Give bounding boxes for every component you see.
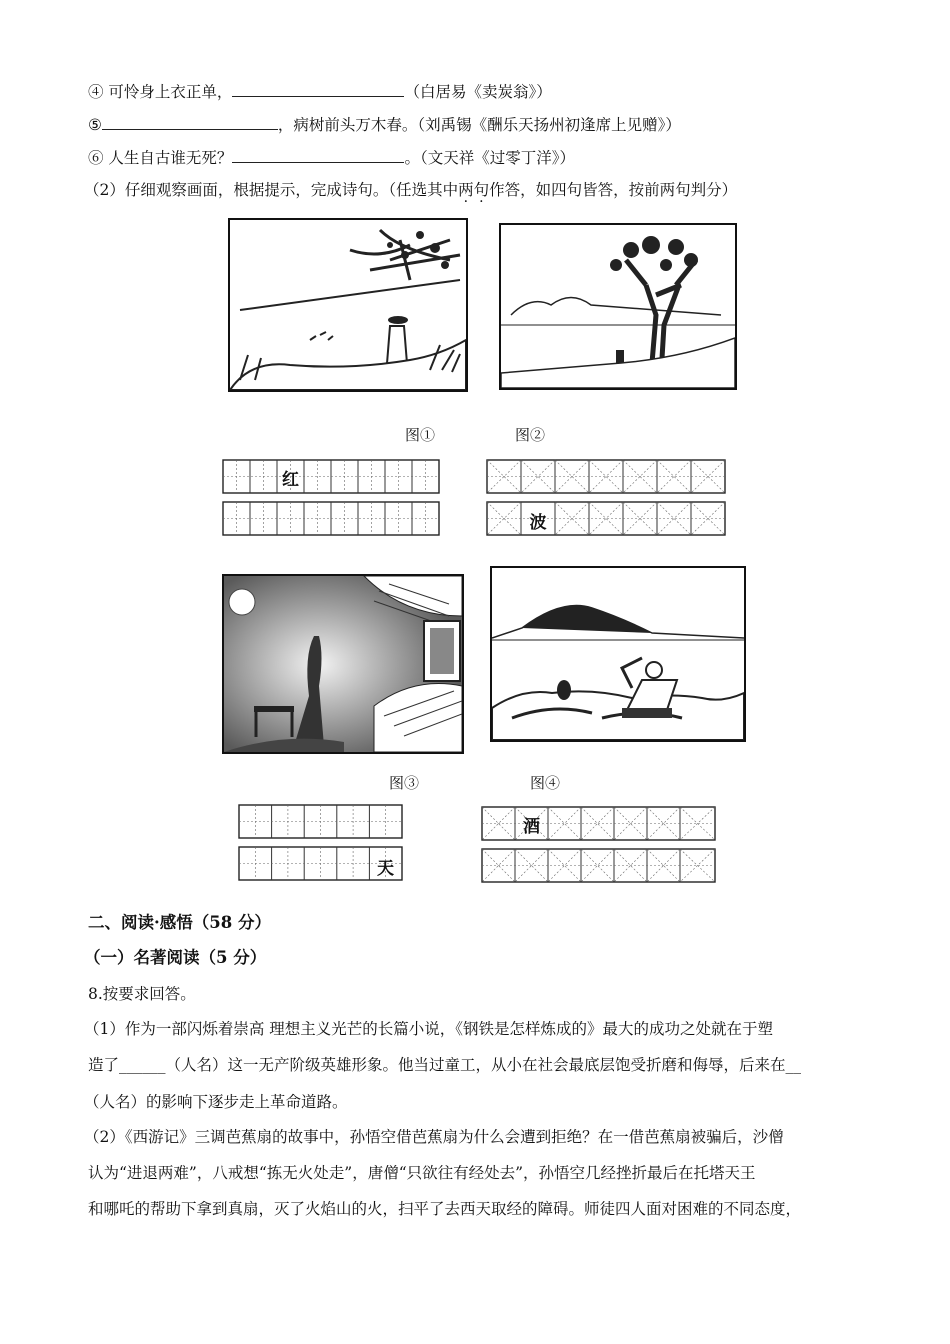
writing-grid-3[interactable]	[238, 804, 403, 882]
answer-blank[interactable]	[232, 82, 404, 97]
writing-grid-2[interactable]	[486, 459, 726, 537]
q8-part1-line2: 造了______（人名）这一无产阶级英雄形象。他当过童工，从小在社会最底层饱受折磨和侮辱，后来在__	[88, 1056, 802, 1074]
poem-line-5-number: ⑤	[88, 116, 102, 134]
q8-part2-line2: 认为“进退两难”，八戒想“拣无火处走”，唐僧“只欲往有经处去”，孙悟空几经挫折最后在托塔天王	[88, 1164, 756, 1182]
emphasis-char: 两	[458, 181, 474, 199]
writing-grid-4[interactable]	[481, 806, 716, 884]
figure-2-image	[499, 223, 737, 390]
poem-line-4	[88, 82, 552, 102]
subsection-title: （一）名著阅读（5 分）	[84, 948, 267, 967]
grid-2-hint-char: 波	[529, 513, 547, 533]
writing-grid-1[interactable]	[222, 459, 440, 537]
q8-part2-line3: 和哪吒的帮助下拿到真扇，灭了火焰山的火，扫平了去西天取经的障碍。师徒四人面对困难的不同态度，	[88, 1200, 802, 1218]
poem-line-5	[88, 115, 681, 135]
q8-part1-line3: （人名）的影响下逐步走上革命道路。	[84, 1093, 348, 1111]
emphasis-char: 句	[473, 181, 490, 199]
section-title: 二、阅读·感悟（58 分）	[88, 913, 271, 932]
answer-blank[interactable]	[102, 115, 278, 130]
poem-line-5-text: ，病树前头万木春。（刘禹锡《酬乐天扬州初逢席上见赠》）	[277, 116, 681, 134]
poem-line-4-source: （白居易《卖炭翁》）	[404, 83, 552, 101]
poem-line-6-source: 。（文天祥《过零丁洋》）	[404, 149, 575, 167]
question-8-title: 8.按要求回答。	[88, 985, 196, 1003]
answer-blank[interactable]	[232, 148, 404, 163]
writing-grid-1-lines	[222, 459, 440, 537]
question-2-instruction	[84, 180, 737, 200]
grid-4-hint-char: 酒	[523, 817, 540, 837]
q8-part2-line1: （2）《西游记》三调芭蕉扇的故事中，孙悟空借芭蕉扇为什么会遭到拒绝？在一借芭蕉扇被骗后，沙僧	[84, 1128, 784, 1146]
figure-4-image	[490, 566, 746, 742]
grid-3-hint-char: 天	[377, 859, 394, 879]
poem-line-6	[88, 148, 575, 168]
figure-1-caption: 图①	[405, 426, 436, 444]
question-2-text-end: 作答，如四句皆答，按前两句判分）	[489, 181, 738, 199]
q8-part1-line1: （1）作为一部闪烁着崇高 理想主义光芒的长篇小说，《钢铁是怎样炼成的》最大的成功之处就在于塑	[84, 1020, 774, 1038]
figure-3-caption: 图③	[389, 774, 420, 792]
question-2-text: （2）仔细观察画面，根据提示，完成诗句。（任选其中	[84, 181, 459, 199]
poem-line-6-text: ⑥ 人生自古谁无死？	[88, 149, 233, 167]
grid-1-hint-char: 红	[282, 470, 299, 490]
poem-line-4-text: ④ 可怜身上衣正单，	[88, 83, 233, 101]
figure-4-caption: 图④	[530, 774, 561, 792]
figure-3-image	[222, 574, 464, 754]
figure-2-caption: 图②	[515, 426, 546, 444]
figure-1-image	[228, 218, 468, 392]
